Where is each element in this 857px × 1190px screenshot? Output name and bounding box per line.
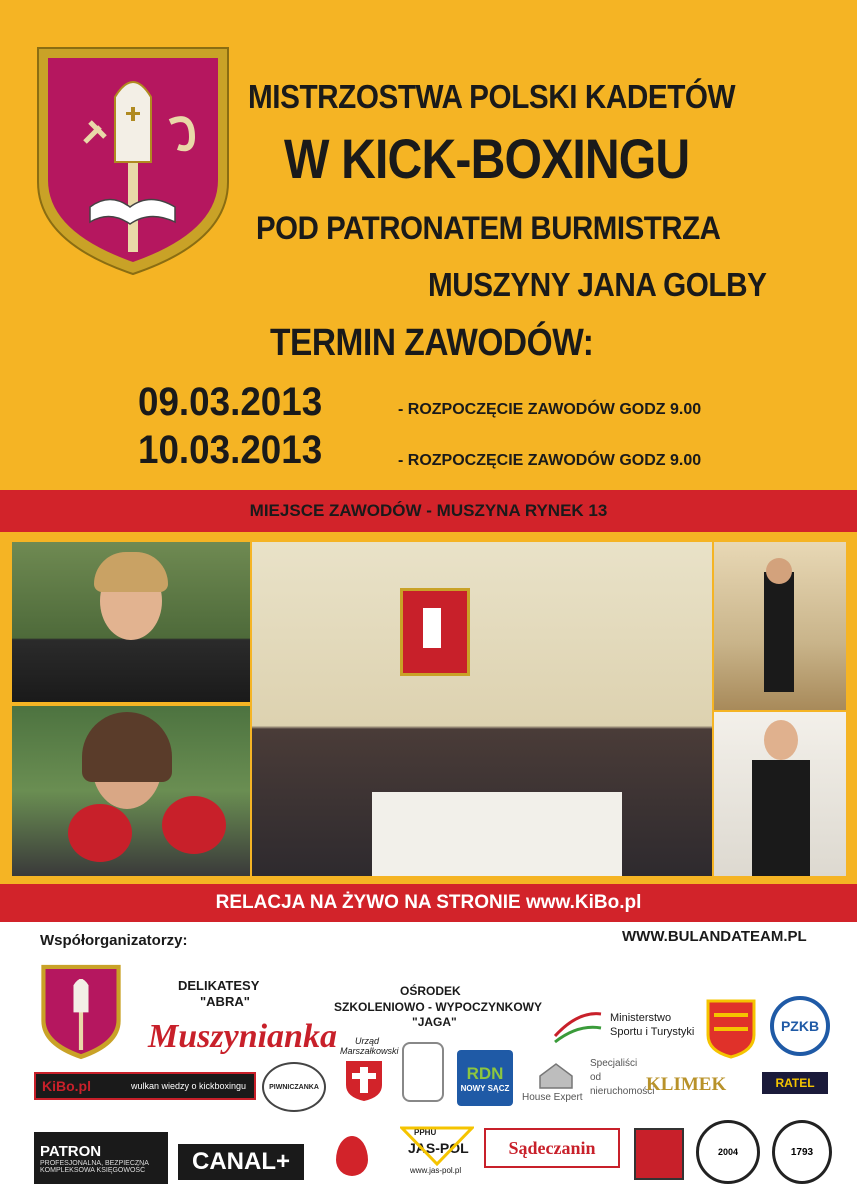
- website-label: WWW.BULANDATEAM.PL: [622, 928, 807, 945]
- kibo-text: KiBo.pl: [42, 1078, 91, 1094]
- urzad-line1: Urząd: [355, 1036, 380, 1046]
- ministry-swoosh-icon: [553, 1006, 603, 1046]
- osrodek-line3: "JAGA": [412, 1015, 457, 1029]
- pzkb-logo: [770, 996, 830, 1056]
- jaspol-line1: PPHU: [414, 1128, 437, 1137]
- kibo-tagline: wulkan wiedzy o kickboxingu: [131, 1081, 247, 1091]
- ministry-line2: Sportu i Turystyki: [610, 1026, 695, 1038]
- live-coverage-bar: RELACJA NA ŻYWO NA STRONIE www.KiBo.pl: [0, 884, 857, 922]
- photo-team-group: [252, 542, 712, 876]
- sport-club-emblem: [402, 1042, 444, 1102]
- rdn-subtext: NOWY SĄCZ: [460, 1083, 510, 1093]
- emblem-year-1: 2004: [717, 1147, 739, 1157]
- rdn-text: RDN: [466, 1063, 504, 1083]
- jaspol-url: www.jas-pol.pl: [410, 1166, 462, 1175]
- red-emblem-logo: [634, 1128, 684, 1180]
- coorganizers-label: Współorganizatorzy:: [40, 932, 188, 949]
- house-expert-text: House Expert: [522, 1092, 583, 1103]
- photo-girl-fighter: [714, 712, 846, 876]
- date-2: 10.03.2013: [138, 428, 323, 472]
- blood-drop-icon: [336, 1136, 368, 1176]
- poster-header: [0, 0, 857, 490]
- photo-girl-portrait: [12, 542, 250, 702]
- date-1-note: - ROZPOCZĘCIE ZAWODÓW GODZ 9.00: [398, 401, 702, 418]
- sponsors-section: [0, 922, 857, 1190]
- eagle-crest-icon: [344, 1058, 384, 1104]
- muszyna-crest-icon: [30, 42, 236, 280]
- patron-logo: [34, 1132, 168, 1184]
- date-2-note: - ROZPOCZĘCIE ZAWODÓW GODZ 9.00: [398, 452, 702, 469]
- ratel-logo: [762, 1072, 828, 1094]
- sadeczanin-logo: [484, 1128, 620, 1168]
- canal-plus-logo: [178, 1144, 304, 1180]
- osrodek-line2: SZKOLENIOWO - WYPOCZYNKOWY: [334, 1000, 542, 1014]
- ministry-line1: Ministerstwo: [610, 1012, 672, 1024]
- round-emblem-2: [772, 1120, 832, 1184]
- rdn-logo: [457, 1050, 513, 1106]
- piwniczanka-text: PIWNICZANKA: [269, 1083, 319, 1091]
- house-icon: [536, 1060, 576, 1090]
- title-line-2: W KICK-BOXINGU: [284, 127, 690, 190]
- venue-bar: MIEJSCE ZAWODÓW - MUSZYNA RYNEK 13: [0, 490, 857, 532]
- canal-text: CANAL+: [191, 1148, 290, 1175]
- specjalisci-line3: nieruchomości: [590, 1086, 655, 1097]
- piwniczanka-logo: [262, 1062, 326, 1112]
- klimek-logo: KLIMEK: [646, 1074, 727, 1095]
- specjalisci-line2: od: [590, 1072, 602, 1083]
- ratel-text: RATEL: [775, 1076, 815, 1090]
- schedule-heading: TERMIN ZAWODÓW:: [270, 322, 594, 364]
- county-crest-icon: [706, 998, 756, 1060]
- muszyna-crest-small-icon: [38, 962, 124, 1062]
- delikatesy-line1: DELIKATESY: [178, 978, 260, 993]
- specjalisci-line1: Specjaliści: [590, 1058, 638, 1069]
- photo-boy-gloves: [12, 706, 250, 876]
- photo-kick-training: [714, 542, 846, 710]
- round-emblem-1: [696, 1120, 760, 1184]
- date-1: 09.03.2013: [138, 380, 323, 424]
- patron-line2: KOMPLEKSOWA KSIĘGOWOŚĆ: [40, 1166, 146, 1174]
- title-line-4: MUSZYNY JANA GOLBY: [428, 266, 767, 303]
- jaspol-line2: JAS-POL: [408, 1140, 469, 1156]
- muszynianka-logo: Muszynianka: [148, 1018, 337, 1055]
- title-line-1: MISTRZOSTWA POLSKI KADETÓW: [248, 78, 736, 115]
- patron-title: PATRON: [40, 1142, 102, 1160]
- osrodek-line1: OŚRODEK: [400, 984, 461, 998]
- delikatesy-line2: "ABRA": [200, 994, 250, 1009]
- kibo-logo: [34, 1072, 256, 1100]
- urzad-line2: Marszałkowski: [340, 1046, 399, 1056]
- patron-line1: PROFESJONALNA, BEZPIECZNA: [40, 1159, 149, 1167]
- title-line-3: POD PATRONATEM BURMISTRZA: [256, 210, 721, 246]
- jaspol-triangle-icon: [400, 1126, 474, 1166]
- pzkb-text: PZKB: [780, 1018, 820, 1034]
- sadeczanin-text: Sądeczanin: [508, 1137, 596, 1158]
- photo-collage: [0, 532, 857, 884]
- emblem-year-2: 1793: [790, 1146, 814, 1158]
